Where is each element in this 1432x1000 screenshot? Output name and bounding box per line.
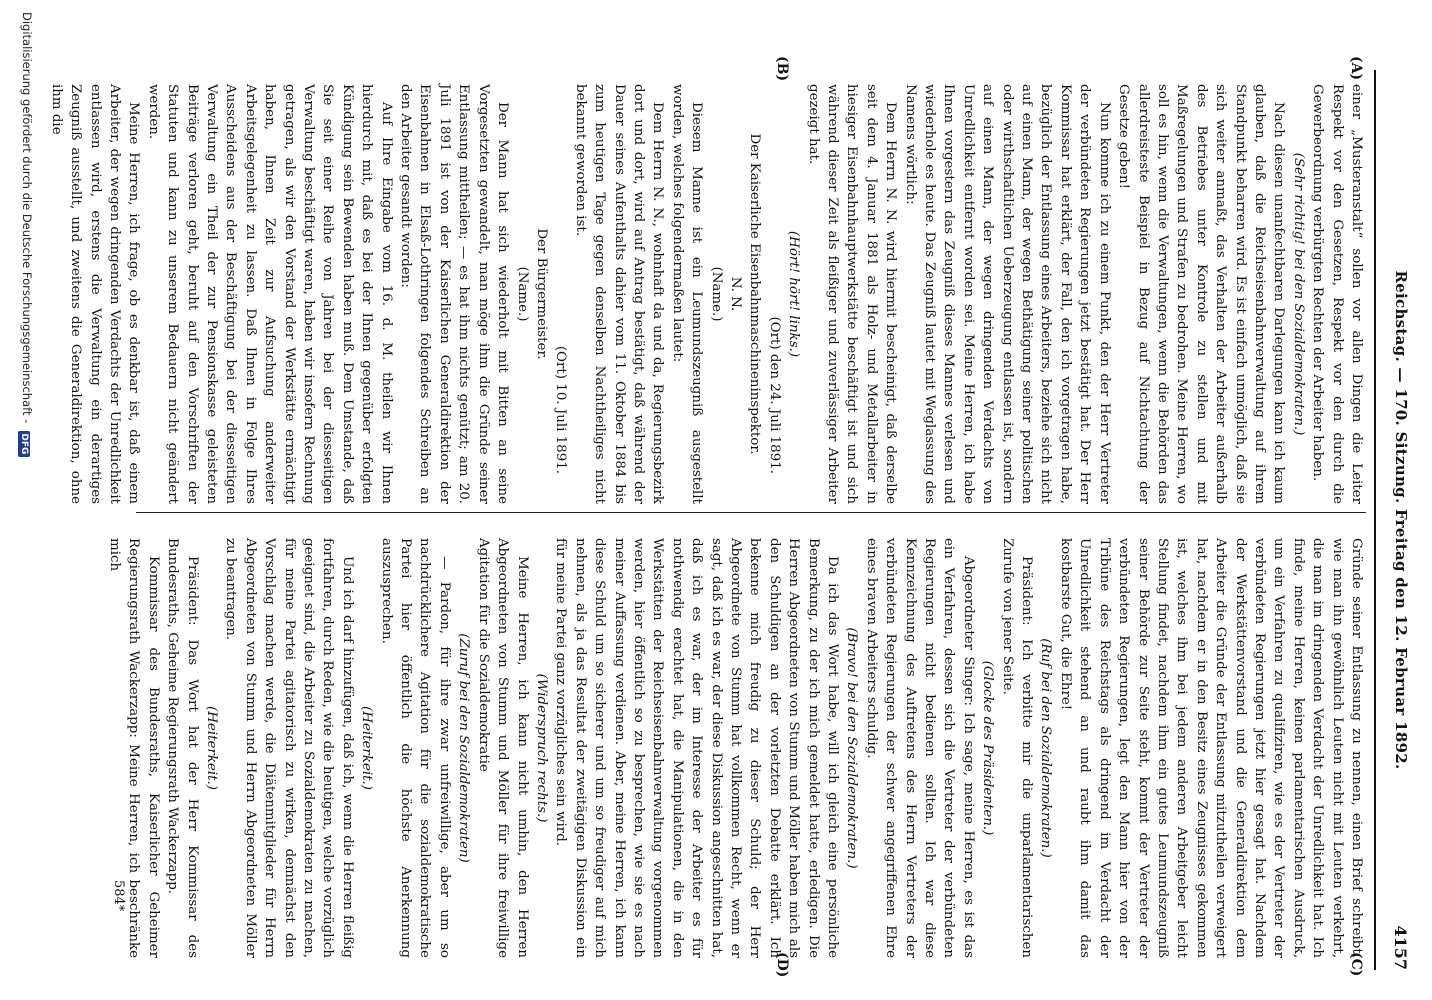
page-header [1386, 70, 1414, 970]
certificate-date: (Ort) 10. Juli 1891. [553, 345, 569, 474]
margin-mark-a: (A) [1348, 56, 1364, 81]
interjection: (Sehr richtig! bei den Sozialdemokraten.) [1290, 152, 1306, 436]
speaker-paragraph: Präsident: Das Wort hat der Herr Kommissar des Bundesraths, Geheime Regierungsrath Wackerzapp. [165, 538, 200, 958]
interjection: (Ruf bei den Sozialdemokraten.) [1038, 638, 1054, 858]
interjection: (Bravo! bei den Sozialdemokraten.) [844, 627, 860, 869]
paragraph: Diesem Manne ist ein Leumundszeugniß ausgestellt worden, welches folgendermaßen lautet: [669, 84, 705, 504]
digitization-credit-text: Digitalisierung gefördert durch die Deutsche Forschungsgemeinschaft - [20, 12, 34, 424]
speaker-paragraph: Kommissar des Bundesraths, Kaiserlicher Geheimer Regierungsrath Wackerzapp: Meine Herren, ich beschränke mich [107, 538, 161, 958]
quoted-certificate: Dem Herrn N. N. wird hiermit bescheinigt, daß derselbe seit dem 4. Januar 1881 als Holz- und Metallarbeiter in hiesiger Eisenbahnhauptwerkstätte beschäftigt ist und sich während dieser Zeit als fleißiger und zuverlässiger Arbeiter gezeigt hat. [805, 84, 899, 504]
interjection: (Heiterkeit.) [204, 706, 220, 790]
interjection: (Widerspruch rechts.) [533, 673, 549, 823]
header-rule [1374, 70, 1376, 970]
interjection: (Zuruf bei den Sozialdemokraten) [456, 633, 472, 863]
paragraph: — Pardon, für ihre zwar unfreiwillige, aber um so nachdrücklichere Agitation für die sozialdemokratische Partei hier öffentlich die höchste Anerkennung auszusprechen. [378, 538, 452, 958]
paragraph: Nun komme ich zu einem Punkt, den der Herr Vertreter der verbündeten Regierungen jetzt bestätigt hat. Der Herr Kommissar hat erklärt, der Fall, den ich vorgetragen habe, bezüglich der Entlassung eines Arbeiters, beziehe sich nicht auf einen Mann, der wegen Bethätigung seiner politischen oder wirthschaftlichen Ueberzeugung entlassen ist, sondern auf einen Mann, der wegen dringenden Verdachts von Unredlichkeit entfernt worden sei. Meine Herren, ich habe Ihnen vorgestern das Zeugniß dieses Mannes verlesen und wiederhole es heute. Das Zeugniß lautet mit Weglassung des Namens wörtlich: [902, 84, 1112, 504]
page-title: Reichstag. — 170. Sitzung. Freitag den 12. Februar 1892. [1392, 270, 1410, 770]
paragraph: Gründe seiner Entlassung zu nennen, einen Brief schreibt, wie man ihn gewöhnlich Leuten nicht mit Leuten verkehrt, die man im dringenden Verdacht der Unredlichkeit hat. Ich finde, meine Herren, keinen parlamentarischen Ausdruck, um ein Verfahren zu qualifiziren, wie es der Vertreter der verbündeten Regierungen jetzt hier gesagt hat. Nachdem der Werkstättenvorstand und die Generaldirektion dem Arbeiter die Gründe der Entlassung mitzutheilen verweigert hat, nachdem er in den Besitz eines Zeugnisses gekommen ist, welches ihm bei jedem anderen Arbeitgeber leicht Stellung findet, nachdem ihm ein gutes Leumundszeugniß seiner Behörde zur Seite steht, kommt der Vertreter der verbündeten Regierungen, legt den Mann hier von der Tribüne des Reichstags als dringend im Verdacht der Unredlichkeit stehend an und raubt ihm damit das kostbarste Gut, die Ehre! [1057, 538, 1364, 958]
column-divider [136, 512, 1366, 513]
paragraph: einer „Musteranstalt“ sollen vor allen Dingen die Leiter Respekt vor den Gesetzen, Respekt vor den durch die Gewerbeordnung verbürgten Rechten der Arbeiter haben. [1310, 84, 1364, 504]
dfg-logo-icon: DFG [18, 431, 30, 457]
interjection: (Heiterkeit.) [359, 706, 375, 790]
paragraph: Der Mann hat sich wiederholt mit Bitten an seine Vorgesetzten gewandelt, man möge ihm die Gründe seiner Entlassung mittheilen; — es hat ihm nichts genützt; am 20. Juli 1891 ist von der Kaiserlichen Generaldirektion der Eisenbahnen in Elsaß-Lothringen folgendes Schreiben an den Arbeiter gesandt worden: [398, 84, 511, 504]
certificate-signature: N. N. [728, 276, 743, 312]
interjection: (Hört! hört! links.) [786, 230, 802, 358]
signature-mark: 584* [111, 880, 126, 912]
right-column [105, 538, 1366, 958]
paragraph: Und ich darf hinzufügen, daß ich, wenn die Herren fleißig fortfahren, durch Reden, wie die heutigen, welche vorzüglich geeignet sind, die Arbeiter zu Sozialdemokraten zu machen, für meine Partei agitatorisch zu wirken, demnächst den Vorschlag machen werde, die Diätenmitglieder für Herrn Abgeordneten von Stumm und Herrn Abgeordneten Möller zu beantragen. [223, 538, 355, 958]
certificate-date: (Ort) den 24. Juli 1891. [766, 316, 782, 474]
quoted-letter: Auf Ihre Eingabe vom 16. d. M. theilen wir Ihnen hierdurch mit, daß es bei der Ihnen gegenüber erfolgten Kündigung sein Bewenden haben muß. Dem Umstande, daß Sie seit einer Reihe von Jahren bei der diesseitigen Verwaltung beschäftigt waren, haben wir insofern Rechnung getragen, als wir den Vorstand der Werkstätte ermächtigt haben, Ihnen Zeit zur Aufsuchung anderweiter Arbeitsgelegenheit zu lassen. Daß Ihnen in Folge Ihres Ausscheidens aus der Beschäftigung bei der diesseitigen Verwaltung ein Theil der zur Pensionskasse geleisteten Beiträge verloren geht, beruht auf den Vorschriften der Statuten und kann zu unserem Bedauern nicht geändert werden. [145, 84, 394, 504]
left-column [46, 84, 1366, 504]
quoted-certificate: Dem Herrn N. N., wohnhaft da und da, Regierungsbezirk dort und dort, wird auf Antrag bestätigt, daß während der Dauer seines Aufenthalts dahier vom 11. Oktober 1884 bis zum heutigen Tage gegen denselben Nachtheiliges nicht bekannt geworden ist. [572, 84, 666, 504]
speaker-paragraph: Abgeordneter Singer: Ich sage, meine Herren, es ist das ein Verfahren, dessen sich die Vertreter der verbündeten Regierungen nicht bedienen sollten. Ich war diese Kennzeichnung des Auftretens des Herrn Vertreters der verbündeten Regierungen der schwer angegriffenen Ehre eines braven Arbeiters schuldig. [863, 538, 976, 958]
certificate-name: (Name.) [708, 266, 724, 322]
certificate-issuer: Der Bürgermeister. [533, 228, 549, 360]
digitization-credit [18, 12, 34, 457]
page-number: 4157 [1391, 925, 1410, 970]
interjection: (Glocke des Präsidenten.) [980, 660, 996, 836]
margin-mark-c: (C) [1348, 952, 1364, 977]
speaker-paragraph: Präsident: Ich verbitte mir die unparlamentarischen Zurufe von jener Seite. [999, 538, 1035, 958]
paragraph: Meine Herren, ich frage, ob es denkbar ist, daß einem Arbeiter, der wegen dringenden Verdachts der Unredlichkeit entlassen wird, erstens die Verwaltung ein derartiges Zeugniß ausstellt, und zweitens die Generaldirektion, ohne ihm die [48, 84, 142, 504]
margin-mark-d: (D) [774, 952, 790, 978]
paragraph: Da ich das Wort habe, will ich gleich eine persönliche Bemerkung, zu der ich mich gemeldet hatte, erledigen. Die Herren Abgeordneten von Stumm und Möller haben mich als den Schuldigen an der vorletzten Debatte erklärt. Ich bekenne mich freudig zu dieser Schuld; der Herr Abgeordnete von Stumm hat vollkommen Recht, wenn er sagt, daß ich es war, der diese Diskussion angeschnitten hat, daß ich es war, der im Interesse der Arbeiter es für nothwendig erachtet hat, die Manipulationen, die in den Werkstätten der Reichseisenbahnverwaltung vorgenommen werden, hier öffentlich so zu besprechen, wie sie es nach meiner Auffassung verdienen. Aber, meine Herren, ich kann diese Schuld um so sicherer und um so freudiger auf mich nehmen, als ja das Resultat der zweitägigen Diskussion ein für meine Partei ganz vorzügliches sein wird. [553, 538, 841, 958]
margin-mark-b: (B) [774, 56, 790, 82]
paragraph: Meine Herren, ich kann nicht umhin, den Herren Abgeordneten von Stumm und Möller für ihre freiwillige Agitation für die Sozialdemokratie [475, 538, 530, 958]
certificate-issuer: Der Kaiserliche Eisenbahnmaschineninspektor. [747, 133, 763, 455]
certificate-name: (Name.) [514, 266, 530, 322]
paragraph: Nach diesen unanfechtbaren Darlegungen kann ich kaum glauben, daß die Reichseisenbahnverwaltung auf ihrem Standpunkt beharren wird. Es ist einfach unmöglich, daß sie sich weiter anmaßt, das Verhalten der Arbeiter außerhalb des Betriebes unter Kontrole zu stellen und mit Maßregelungen und Strafen zu bedrohen. Meine Herren, wo soll es hin, wenn die Verwaltungen, wenn die Behörden das allerdreisteste Beispiel in Bezug auf Nichtachtung der Gesetze geben! [1116, 84, 1287, 504]
